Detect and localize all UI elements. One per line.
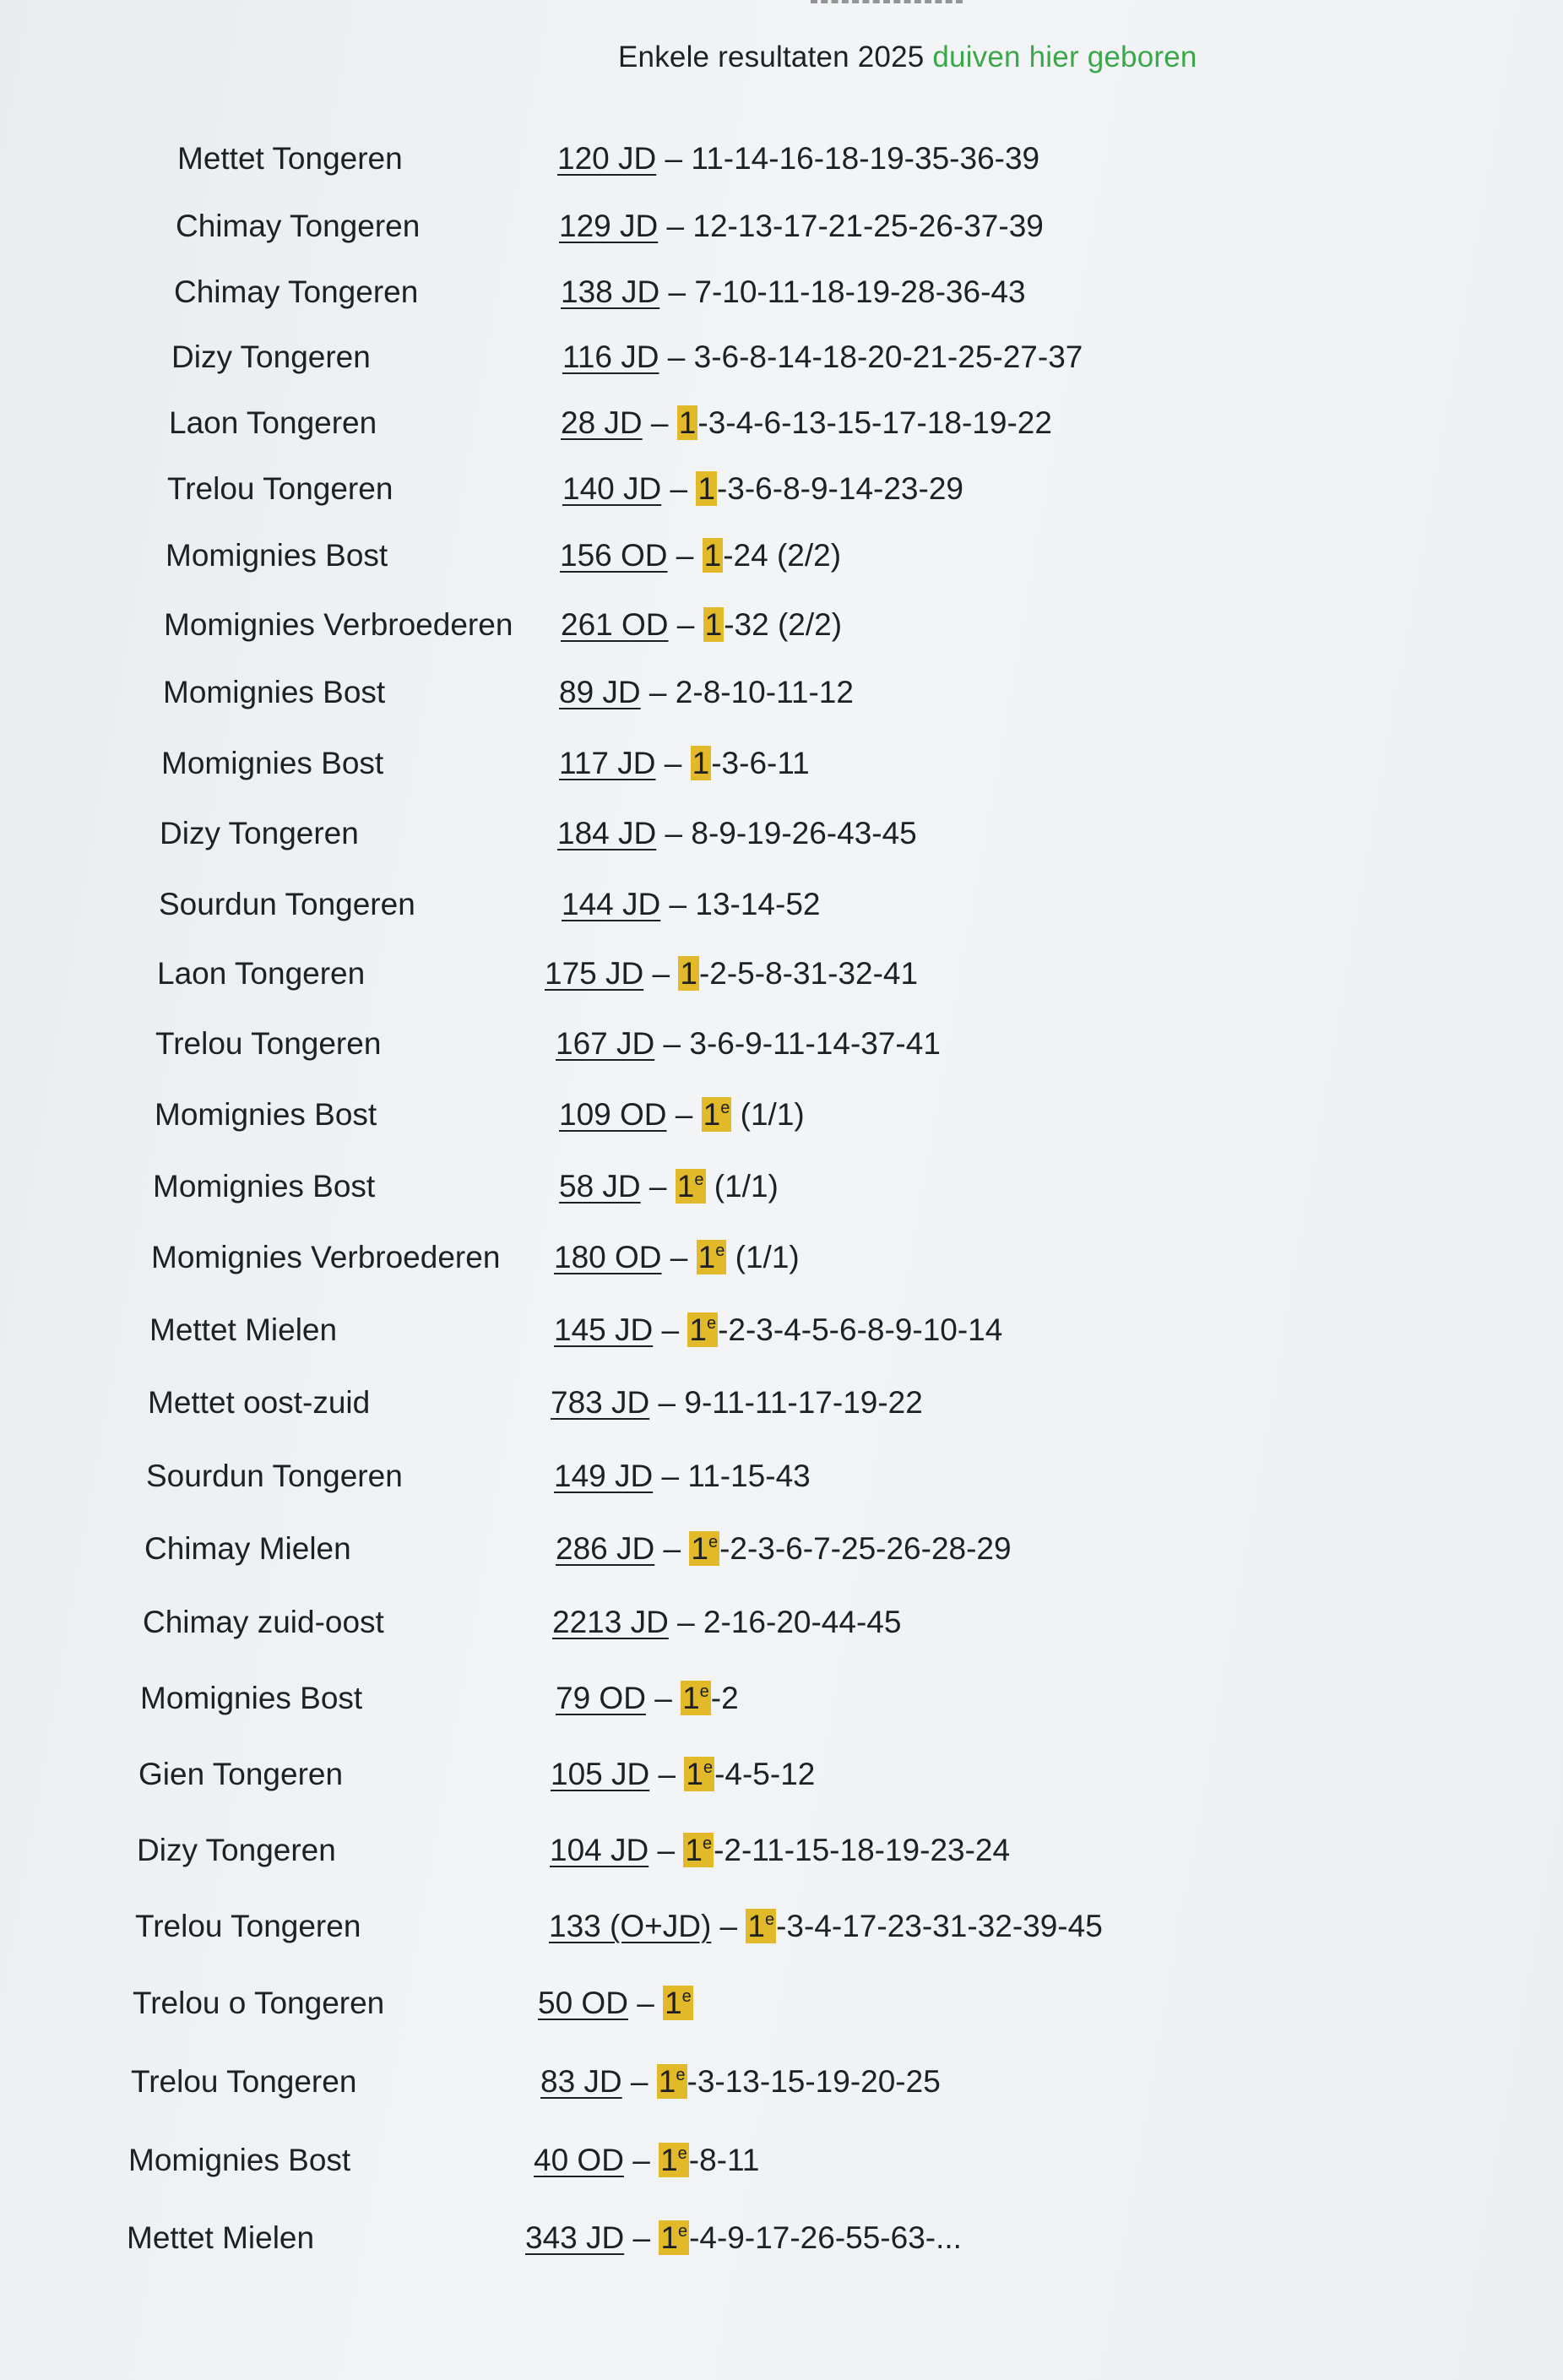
- placings: – 3-6-8-14-18-20-21-25-27-37: [659, 340, 1083, 374]
- first-place-highlight: [691, 746, 712, 780]
- race-result: [560, 532, 841, 579]
- race-result: [554, 1453, 811, 1500]
- ordinal-suffix: e: [708, 1533, 719, 1551]
- separator: –: [654, 1531, 690, 1566]
- race-result: [556, 1525, 1012, 1573]
- bird-count: 2213 JD: [552, 1605, 669, 1639]
- placings: -3-4-17-23-31-32-39-45: [776, 1909, 1103, 1943]
- race-result: [556, 1675, 739, 1722]
- placings: – 12-13-17-21-25-26-37-39: [658, 209, 1044, 243]
- placings: -2-5-8-31-32-41: [698, 956, 919, 991]
- separator: –: [653, 1312, 688, 1347]
- race-result: [559, 740, 810, 787]
- first-place-highlight: [746, 1909, 776, 1943]
- race-name: Trelou Tongeren: [135, 1909, 361, 1943]
- race-result: [554, 1234, 800, 1281]
- placings: – 2-8-10-11-12: [640, 675, 854, 709]
- race-result: [534, 2137, 759, 2184]
- separator: –: [623, 2143, 659, 2177]
- bird-count: 89 JD: [559, 675, 641, 709]
- race-name: Dizy Tongeren: [160, 816, 359, 850]
- ordinal-suffix: e: [702, 1834, 713, 1853]
- placings: (1/1): [705, 1169, 779, 1204]
- race-result: [562, 465, 963, 513]
- race-result: [559, 1091, 805, 1138]
- bird-count: 149 JD: [554, 1459, 654, 1493]
- race-result: [559, 669, 854, 716]
- bird-count: 58 JD: [559, 1169, 641, 1204]
- first-place-highlight: [659, 2220, 689, 2255]
- ordinal-suffix: e: [694, 1171, 704, 1189]
- first-place-number: 1: [704, 607, 723, 642]
- placings: – 2-16-20-44-45: [668, 1605, 902, 1639]
- race-name: Trelou o Tongeren: [133, 1986, 385, 2020]
- race-name: Dizy Tongeren: [137, 1833, 336, 1867]
- race-result: [562, 881, 820, 928]
- bird-count: 140 JD: [562, 471, 662, 506]
- bird-count: 109 OD: [559, 1097, 667, 1132]
- first-place-number: 1: [686, 1757, 703, 1791]
- placings: -8-11: [688, 2143, 760, 2177]
- cut-off-text-fragment: [811, 0, 963, 8]
- race-name: Sourdun Tongeren: [146, 1459, 403, 1493]
- first-place-number: 1: [665, 1986, 682, 2020]
- race-name: Dizy Tongeren: [171, 340, 371, 374]
- first-place-number: 1: [660, 2143, 678, 2177]
- first-place-highlight: [676, 1169, 706, 1204]
- first-place-number: 1: [685, 1833, 703, 1867]
- ordinal-suffix: e: [764, 1910, 775, 1929]
- race-name: Momignies Bost: [163, 675, 386, 709]
- race-name: Gien Tongeren: [138, 1757, 344, 1791]
- separator: –: [649, 1757, 685, 1791]
- bird-count: 145 JD: [554, 1312, 654, 1347]
- separator: –: [661, 471, 697, 506]
- bird-count: 175 JD: [545, 956, 644, 991]
- race-name: Chimay Mielen: [144, 1531, 351, 1566]
- race-result: [557, 810, 917, 857]
- bird-count: 79 OD: [556, 1681, 646, 1715]
- bird-count: 104 JD: [550, 1833, 649, 1867]
- race-name: Momignies Verbroederen: [151, 1240, 501, 1274]
- placings: – 7-10-11-18-19-28-36-43: [659, 274, 1026, 309]
- bird-count: 167 JD: [556, 1026, 655, 1061]
- separator: –: [642, 405, 677, 440]
- first-place-number: 1: [692, 746, 710, 780]
- placings: (1/1): [726, 1240, 800, 1274]
- race-name: Laon Tongeren: [169, 405, 377, 440]
- bird-count: 83 JD: [540, 2064, 622, 2099]
- bird-count: 343 JD: [525, 2220, 625, 2255]
- race-name: Sourdun Tongeren: [159, 887, 415, 921]
- race-name: Trelou Tongeren: [167, 471, 393, 506]
- race-result: [559, 1163, 779, 1210]
- race-name: Momignies Bost: [128, 2143, 351, 2177]
- race-name: Momignies Verbroederen: [164, 607, 513, 642]
- first-place-highlight: [689, 1531, 719, 1566]
- first-place-highlight: [697, 1240, 727, 1274]
- race-result: [540, 2058, 941, 2106]
- race-result: [551, 1751, 815, 1798]
- placings: -4-5-12: [714, 1757, 816, 1791]
- ordinal-suffix: e: [720, 1099, 730, 1117]
- bird-count: 156 OD: [560, 538, 668, 573]
- bird-count: 129 JD: [559, 209, 659, 243]
- ordinal-suffix: e: [703, 1758, 714, 1777]
- placings: -2-3-4-5-6-8-9-10-14: [718, 1312, 1003, 1347]
- placings: – 8-9-19-26-43-45: [656, 816, 917, 850]
- ordinal-suffix: e: [715, 1242, 725, 1260]
- race-result: [525, 2214, 962, 2262]
- bird-count: 120 JD: [557, 141, 657, 176]
- bird-count: 144 JD: [562, 887, 661, 921]
- separator: –: [645, 1681, 681, 1715]
- placings: -3-6-8-9-14-23-29: [716, 471, 963, 506]
- page-title: [618, 41, 1197, 74]
- first-place-number: 1: [678, 405, 697, 440]
- race-name: Momignies Bost: [161, 746, 384, 780]
- placings: -2-3-6-7-25-26-28-29: [719, 1531, 1012, 1566]
- race-name: Laon Tongeren: [157, 956, 366, 991]
- separator: –: [643, 956, 679, 991]
- first-place-highlight: [687, 1312, 718, 1347]
- ordinal-suffix: e: [706, 1314, 717, 1333]
- race-result: [552, 1599, 901, 1646]
- race-result: [549, 1903, 1103, 1950]
- bird-count: 116 JD: [562, 340, 659, 374]
- first-place-highlight: [681, 1681, 711, 1715]
- placings: – 13-14-52: [660, 887, 821, 921]
- ordinal-suffix: e: [677, 2144, 687, 2163]
- first-place-number: 1: [691, 1531, 708, 1566]
- race-name: Momignies Bost: [155, 1097, 377, 1132]
- placings: -2-11-15-18-19-23-24: [714, 1833, 1011, 1867]
- separator: –: [711, 1909, 746, 1943]
- first-place-highlight: [683, 1833, 714, 1867]
- bird-count: 783 JD: [551, 1385, 650, 1420]
- race-result: [551, 1379, 923, 1426]
- first-place-number: 1: [697, 471, 715, 506]
- bird-count: 261 OD: [561, 607, 669, 642]
- separator: –: [661, 1240, 697, 1274]
- separator: –: [640, 1169, 676, 1204]
- first-place-number: 1: [658, 2064, 676, 2099]
- ordinal-suffix: e: [677, 2222, 688, 2241]
- ordinal-suffix: e: [676, 2066, 686, 2084]
- separator: –: [649, 1833, 684, 1867]
- first-place-highlight: [703, 607, 725, 642]
- first-place-highlight: [703, 538, 724, 573]
- race-result: [538, 1980, 693, 2027]
- first-place-number: 1: [682, 1681, 700, 1715]
- bird-count: 117 JD: [559, 746, 656, 780]
- race-name: Chimay zuid-oost: [143, 1605, 384, 1639]
- race-name: Chimay Tongeren: [174, 274, 419, 309]
- race-name: Trelou Tongeren: [155, 1026, 382, 1061]
- bird-count: 105 JD: [551, 1757, 650, 1791]
- race-name: Mettet Mielen: [127, 2220, 315, 2255]
- first-place-highlight: [702, 1097, 732, 1132]
- bird-count: 28 JD: [561, 405, 643, 440]
- placings: -3-13-15-19-20-25: [687, 2064, 941, 2099]
- race-name: Momignies Bost: [153, 1169, 376, 1204]
- first-place-number: 1: [697, 1240, 716, 1274]
- first-place-number: 1: [703, 1097, 721, 1132]
- placings: – 9-11-11-17-19-22: [649, 1385, 923, 1420]
- title-text: Enkele resultaten 2025: [618, 41, 925, 73]
- placings: -3-6-11: [711, 746, 810, 780]
- first-place-number: 1: [689, 1312, 707, 1347]
- placings: (1/1): [731, 1097, 805, 1132]
- placings: – 11-14-16-18-19-35-36-39: [656, 141, 1040, 176]
- first-place-number: 1: [703, 538, 722, 573]
- race-result: [561, 601, 842, 649]
- first-place-highlight: [684, 1757, 714, 1791]
- separator: –: [668, 607, 703, 642]
- placings: – 11-15-43: [653, 1459, 811, 1493]
- separator: –: [666, 1097, 702, 1132]
- race-result: [557, 135, 1039, 182]
- race-result: [562, 334, 1083, 381]
- first-place-highlight: [663, 1986, 693, 2020]
- race-result: [561, 269, 1026, 316]
- bird-count: 50 OD: [538, 1986, 628, 2020]
- separator: –: [624, 2220, 659, 2255]
- bird-count: 40 OD: [534, 2143, 624, 2177]
- bird-count: 286 JD: [556, 1531, 655, 1566]
- first-place-highlight: [657, 2064, 687, 2099]
- first-place-number: 1: [676, 1169, 695, 1204]
- placings: -3-4-6-13-15-17-18-19-22: [697, 405, 1052, 440]
- race-result: [554, 1307, 1002, 1354]
- race-result: [550, 1827, 1010, 1874]
- race-name: Chimay Tongeren: [176, 209, 421, 243]
- first-place-highlight: [677, 405, 698, 440]
- race-name: Trelou Tongeren: [131, 2064, 357, 2099]
- bird-count: 184 JD: [557, 816, 657, 850]
- race-result: [545, 950, 918, 997]
- first-place-number: 1: [680, 956, 697, 991]
- first-place-number: 1: [747, 1909, 765, 1943]
- separator: –: [627, 1986, 664, 2020]
- first-place-highlight: [659, 2143, 689, 2177]
- first-place-highlight: [678, 956, 699, 991]
- race-result: [556, 1020, 941, 1068]
- placings: -4-9-17-26-55-63-...: [689, 2220, 962, 2255]
- bird-count: 138 JD: [561, 274, 660, 309]
- race-name: Momignies Bost: [166, 538, 388, 573]
- race-name: Mettet Tongeren: [177, 141, 403, 176]
- first-place-highlight: [696, 471, 717, 506]
- race-name: Momignies Bost: [140, 1681, 363, 1715]
- ordinal-suffix: e: [681, 1987, 692, 2006]
- title-highlight: duiven hier geboren: [932, 41, 1197, 73]
- race-name: Mettet oost-zuid: [148, 1385, 371, 1420]
- first-place-number: 1: [660, 2220, 678, 2255]
- placings: -32 (2/2): [724, 607, 843, 642]
- race-name: Mettet Mielen: [149, 1312, 338, 1347]
- separator: –: [655, 746, 691, 780]
- placings: -24 (2/2): [723, 538, 842, 573]
- ordinal-suffix: e: [699, 1682, 709, 1701]
- bird-count: 180 OD: [554, 1240, 662, 1274]
- separator: –: [621, 2064, 657, 2099]
- bird-count: 133 (O+JD): [549, 1909, 712, 1943]
- race-result: [559, 203, 1044, 250]
- race-result: [561, 399, 1052, 447]
- placings: -2: [710, 1681, 739, 1715]
- placings: – 3-6-9-11-14-37-41: [654, 1026, 941, 1061]
- separator: –: [667, 538, 703, 573]
